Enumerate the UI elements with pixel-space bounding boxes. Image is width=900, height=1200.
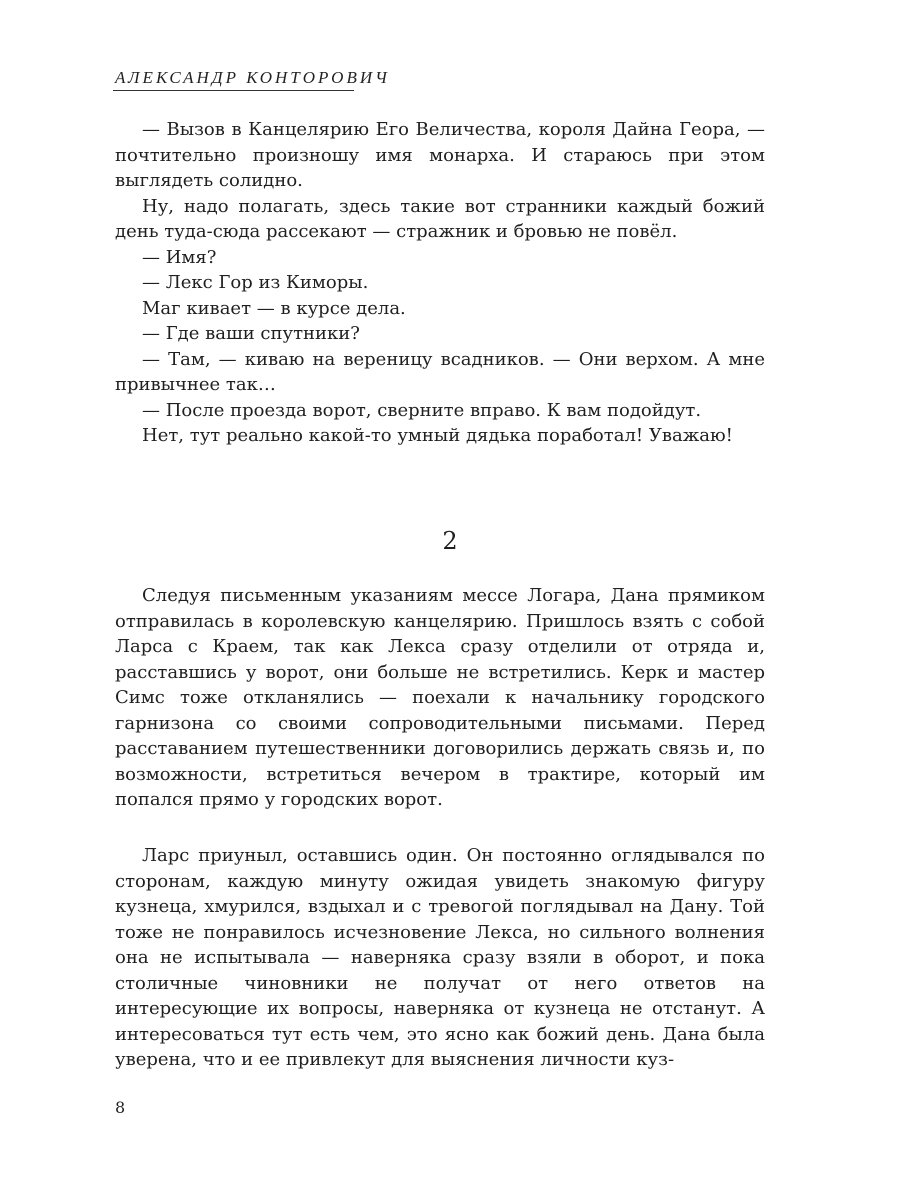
chapter-number: 2 — [442, 527, 458, 555]
paragraph: Следуя письменным указаниям мессе Логара, Дана прямиком отправилась в королевскую канцелярию. Пришлось взять с собой Ларса с Краем, так как Лекса сразу отделили от отряда и, расставшись у ворот, они больше не встретились. Керк и мастер Симс тоже откланялись — поехали к начальнику городского гарнизона со своими сопроводительными письмами. Перед расставанием путешественники договорились держать связь и, по возможности, встретиться вечером в трактире, который им попался прямо у городских ворот. — [115, 585, 765, 810]
paragraph: — Там, — киваю на вереницу всадников. — Они верхом. А мне привычнее так… — [115, 348, 765, 395]
paragraph: Ларс приуныл, оставшись один. Он постоянно оглядывался по сторонам, каждую минуту ожидая увидеть знакомую фигуру кузнеца, хмурился, вздыхал и с тревогой поглядывал на Дану. Той тоже не понравилось исчезновение Лекса, но сильного волнения она не испытывала — наверняка сразу взяли в оборот, и пока столичные чиновники не получат от него ответов на интересующие их вопросы, наверняка от кузнеца не отстанут. А интересоваться тут есть чем, это ясно как божий день. Дана была уверена, что и ее привлекут для выяснения личности куз- — [115, 845, 765, 1070]
dialogue-section — [115, 117, 765, 449]
paragraph: — Имя? — [142, 246, 217, 268]
paragraph: Ну, надо полагать, здесь такие вот странники каждый божий день туда-сюда рассекают — стражник и бровью не повёл. — [115, 195, 765, 242]
running-head: АЛЕКСАНДР КОНТОРОВИЧ — [115, 68, 390, 87]
paragraph: — Лекс Гор из Киморы. — [142, 272, 369, 293]
paragraph: — Где ваши спутники? — [142, 323, 360, 344]
paragraph: — Вызов в Канцелярию Его Величества, короля Дайна Геора, — почтительно произношу имя монарха. И стараюсь при этом выглядеть солидно. — [115, 119, 765, 191]
narrative-section — [115, 583, 765, 813]
paragraph: Нет, тут реально какой-то умный дядька поработал! Уважаю! — [142, 425, 733, 446]
paragraph: — После проезда ворот, сверните вправо. К вам подойдут. — [142, 399, 702, 421]
running-head-rule — [113, 90, 354, 91]
paragraph: Маг кивает — в курсе дела. — [142, 297, 406, 319]
narrative-section — [115, 843, 765, 1073]
page-number: 8 — [115, 1098, 126, 1117]
